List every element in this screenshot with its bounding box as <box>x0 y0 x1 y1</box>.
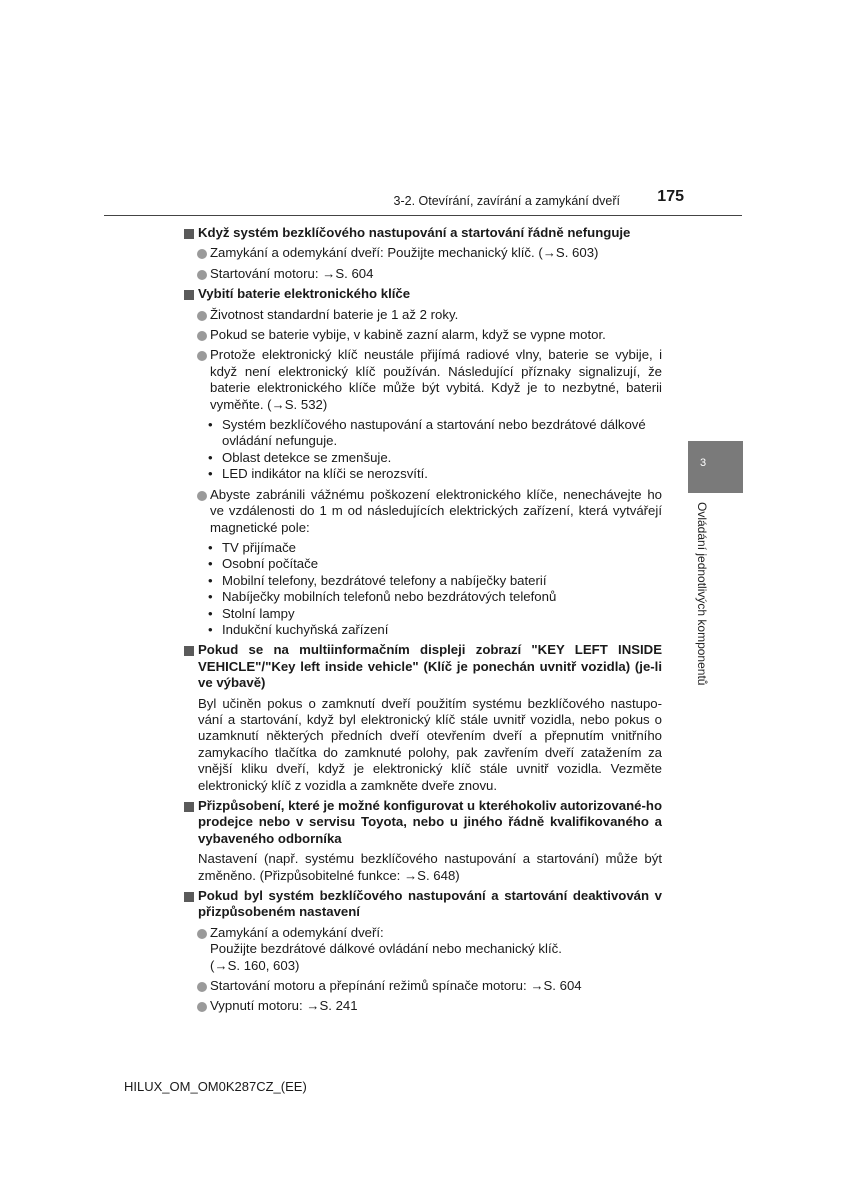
sub-item-text: Osobní počítače <box>222 556 319 572</box>
sub-item <box>184 573 662 589</box>
bullet-text: Zamykání a odemykání dveří: <box>210 924 384 940</box>
bullet-text-line: (→S. 160, 603) <box>210 957 300 973</box>
sub-bullet-mark: • <box>208 417 213 433</box>
square-bullet-icon <box>184 290 194 300</box>
square-bullet-icon <box>184 646 194 656</box>
sub-item-text: Oblast detekce se zmenšuje. <box>222 449 392 465</box>
sub-item <box>184 606 662 622</box>
heading-text: Pokud byl systém bezklíčového nastupování a startování deaktivován v přizpůsobeném nastavení <box>198 888 662 920</box>
bullet-item <box>184 327 662 343</box>
section-heading <box>184 798 662 847</box>
sub-bullet-mark: • <box>208 539 213 555</box>
sub-item <box>184 417 662 450</box>
sub-item <box>184 466 662 482</box>
sub-item <box>184 622 662 638</box>
bullet-item <box>184 245 662 261</box>
chapter-side-title: Ovládání jednotlivých komponentů <box>695 502 709 686</box>
square-bullet-icon <box>184 229 194 239</box>
header-rule <box>104 215 742 216</box>
sub-item-text: Stolní lampy <box>222 605 295 621</box>
sub-item-text: Systém bezklíčového nastupování a startování nebo bezdrátové dálkové ovládání nefunguje. <box>222 417 646 449</box>
circle-bullet-icon <box>197 249 207 259</box>
bullet-item <box>184 347 662 413</box>
bullet-item <box>184 998 662 1014</box>
sub-item <box>184 556 662 572</box>
heading-text: Pokud se na multiinformačním displeji zobrazí "KEY LEFT INSIDE VEHICLE"/"Key left inside vehicle" (Klíč je ponechán uvnitř vozidla) (je-li ve výbavě) <box>198 642 662 691</box>
square-bullet-icon <box>184 802 194 812</box>
circle-bullet-icon <box>197 351 207 361</box>
sub-item <box>184 589 662 605</box>
sub-item-text: Indukční kuchyňská zařízení <box>222 621 389 637</box>
sub-bullet-mark: • <box>208 466 213 482</box>
heading-text: Když systém bezklíčového nastupování a startování řádně nefunguje <box>198 225 631 240</box>
sub-bullet-mark: • <box>208 572 213 588</box>
paragraph: Byl učiněn pokus o zamknutí dveří použitím systému bezklíčového nastupo-vání a startování, když byl elektronický klíč stále uvnitř vozidla, nebo pokus o uzamknutí některých předních dveří otevřením dveří a přepnutím vnitřního zamykacího tlačítka do zamknuté polohy, pak zavřením dveří zatažením za vnější kliku dveří, když je elektronický klíč stále uvnitř vozidla. Vezměte elektronický klíč z vozidla a zamkněte dveře znovu. <box>198 695 662 793</box>
bullet-text-line: Použijte bezdrátové dálkové ovládání nebo mechanický klíč. <box>210 941 562 957</box>
bullet-text: Startování motoru: →S. 604 <box>210 265 374 281</box>
bullet-item <box>184 487 662 536</box>
bullet-item <box>184 978 662 994</box>
section-heading <box>184 642 662 691</box>
circle-bullet-icon <box>197 311 207 321</box>
sub-bullet-mark: • <box>208 556 213 572</box>
paragraph: Nastavení (např. systému bezklíčového nastupování a startování) může být změněno. (Přizpůsobitelné funkce: →S. 648) <box>198 851 662 883</box>
section-heading <box>184 888 662 921</box>
bullet-text: Abyste zabránili vážnému poškození elektronického klíče, nenechávejte ho ve vzdálenosti do 1 m od následujících elektrických zařízení, která vytvářejí magnetické pole: <box>210 486 662 535</box>
circle-bullet-icon <box>197 491 207 501</box>
sub-bullet-mark: • <box>208 449 213 465</box>
page-number: 175 <box>657 188 684 205</box>
sub-item-text: Mobilní telefony, bezdrátové telefony a nabíječky baterií <box>222 572 547 588</box>
section-heading <box>184 225 662 241</box>
sub-item <box>184 450 662 466</box>
chapter-tab <box>688 441 743 493</box>
sub-item-text: Nabíječky mobilních telefonů nebo bezdrátových telefonů <box>222 589 557 605</box>
bullet-text: Zamykání a odemykání dveří: Použijte mechanický klíč. (→S. 603) <box>210 245 599 261</box>
sub-bullet-mark: • <box>208 621 213 637</box>
heading-text: Přizpůsobení, které je možné konfigurovat u kteréhokoliv autorizované-ho prodejce nebo v servisu Toyota, nebo u jiného řádně kvalifikovaného a vybaveného odborníka <box>198 798 662 846</box>
circle-bullet-icon <box>197 1002 207 1012</box>
heading-text: Vybití baterie elektronického klíče <box>198 286 411 302</box>
sub-item-text: TV přijímače <box>222 539 297 555</box>
footer-document-code: HILUX_OM_OM0K287CZ_(EE) <box>124 1079 307 1094</box>
page-content <box>184 223 662 1015</box>
bullet-item <box>184 266 662 282</box>
bullet-item <box>184 307 662 323</box>
sub-bullet-mark: • <box>208 605 213 621</box>
bullet-text: Vypnutí motoru: →S. 241 <box>210 998 358 1014</box>
chapter-number: 3 <box>700 457 707 469</box>
circle-bullet-icon <box>197 270 207 280</box>
section-heading <box>184 286 662 302</box>
bullet-text: Pokud se baterie vybije, v kabině zazní alarm, když se vypne motor. <box>210 327 606 343</box>
circle-bullet-icon <box>197 929 207 939</box>
sub-item-text: LED indikátor na klíči se nerozsvítí. <box>222 466 428 482</box>
bullet-item <box>184 925 662 974</box>
circle-bullet-icon <box>197 331 207 341</box>
bullet-text: Životnost standardní baterie je 1 až 2 roky. <box>210 306 459 322</box>
square-bullet-icon <box>184 892 194 902</box>
sub-item <box>184 540 662 556</box>
header-section-title: 3-2. Otevírání, zavírání a zamykání dveří <box>393 194 620 208</box>
bullet-text: Protože elektronický klíč neustále přijímá radiové vlny, baterie se vybije, i když není elektronický klíč používán. Následující příznaky signalizují, že baterie elektronického klíče může být vybitá. Když je to nezbytné, baterii vyměňte. (→S. 532) <box>210 347 662 412</box>
sub-bullet-mark: • <box>208 589 213 605</box>
bullet-text: Startování motoru a přepínání režimů spínače motoru: →S. 604 <box>210 978 582 994</box>
circle-bullet-icon <box>197 982 207 992</box>
